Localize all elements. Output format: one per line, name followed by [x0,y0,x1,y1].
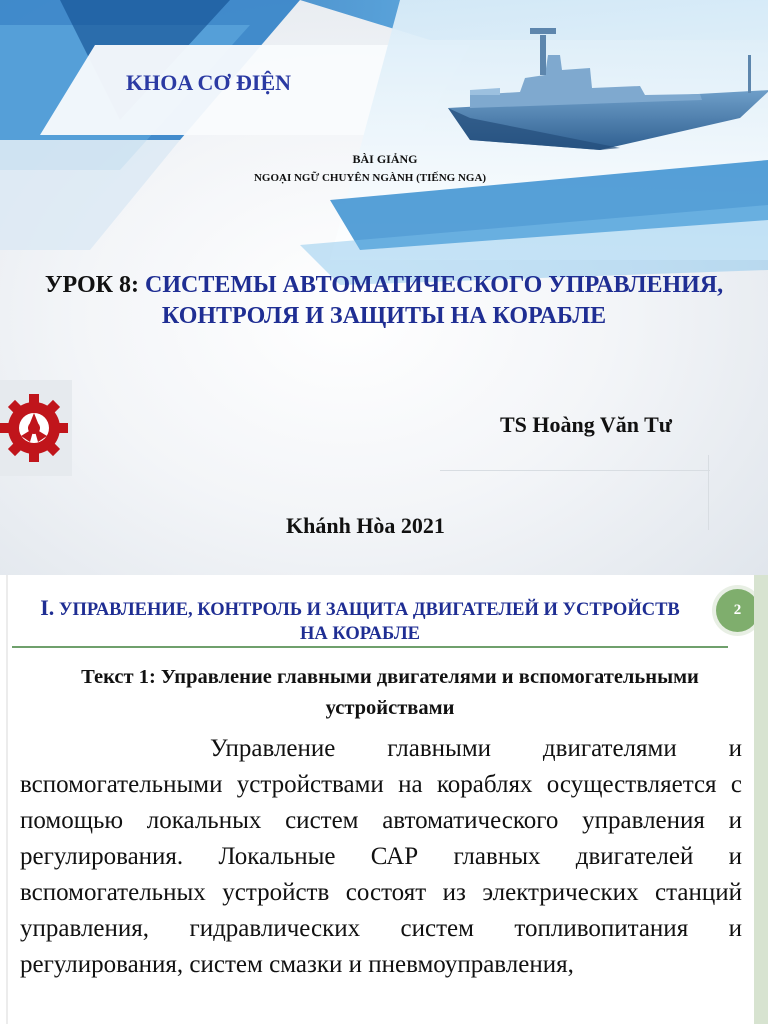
page-number-badge: 2 [716,589,759,632]
section-title: УПРАВЛЕНИЕ, КОНТРОЛЬ И ЗАЩИТА ДВИГАТЕЛЕЙ И УСТРОЙСТВ НА КОРАБЛЕ [54,600,680,644]
author-name: TS Hoàng Văn Tư [500,412,672,437]
text-heading: Текст 1: Управление главными двигателями и вспомогательными устройствами [81,666,699,719]
place-year: Khánh Hòa 2021 [286,513,445,538]
gear-emblem-icon [0,380,72,476]
section-number: I. [40,595,55,620]
side-accent-bar [754,575,768,1024]
course-name: NGOẠI NGỮ CHUYÊN NGÀNH (TIẾNG NGA) [253,172,487,184]
content-slide [0,575,768,1024]
lesson-topic: СИСТЕМЫ АВТОМАТИЧЕСКОГО УПРАВЛЕНИЯ, КОНТРОЛЯ И ЗАЩИТЫ НА КОРАБЛЕ [145,272,724,329]
lesson-title [0,270,768,332]
department-title: KHOA CƠ ĐIỆN [126,70,292,95]
heading-divider [12,646,728,648]
section-heading [40,596,680,646]
lecture-label: BÀI GIẢNG [352,152,418,166]
lesson-number: УРОК 8: [44,272,146,298]
body-paragraph: Управление главными двигателями и вспомогательными устройствами на кораблях осуществляется с помощью локальных систем автоматического управления и регулирования. Локальные САР главных двигателей и вспомогательных устройств состоят из электрических станций управления, гидравлических систем топливопитания и регулирования, систем смазки и пневмоуправления, [20,735,742,978]
